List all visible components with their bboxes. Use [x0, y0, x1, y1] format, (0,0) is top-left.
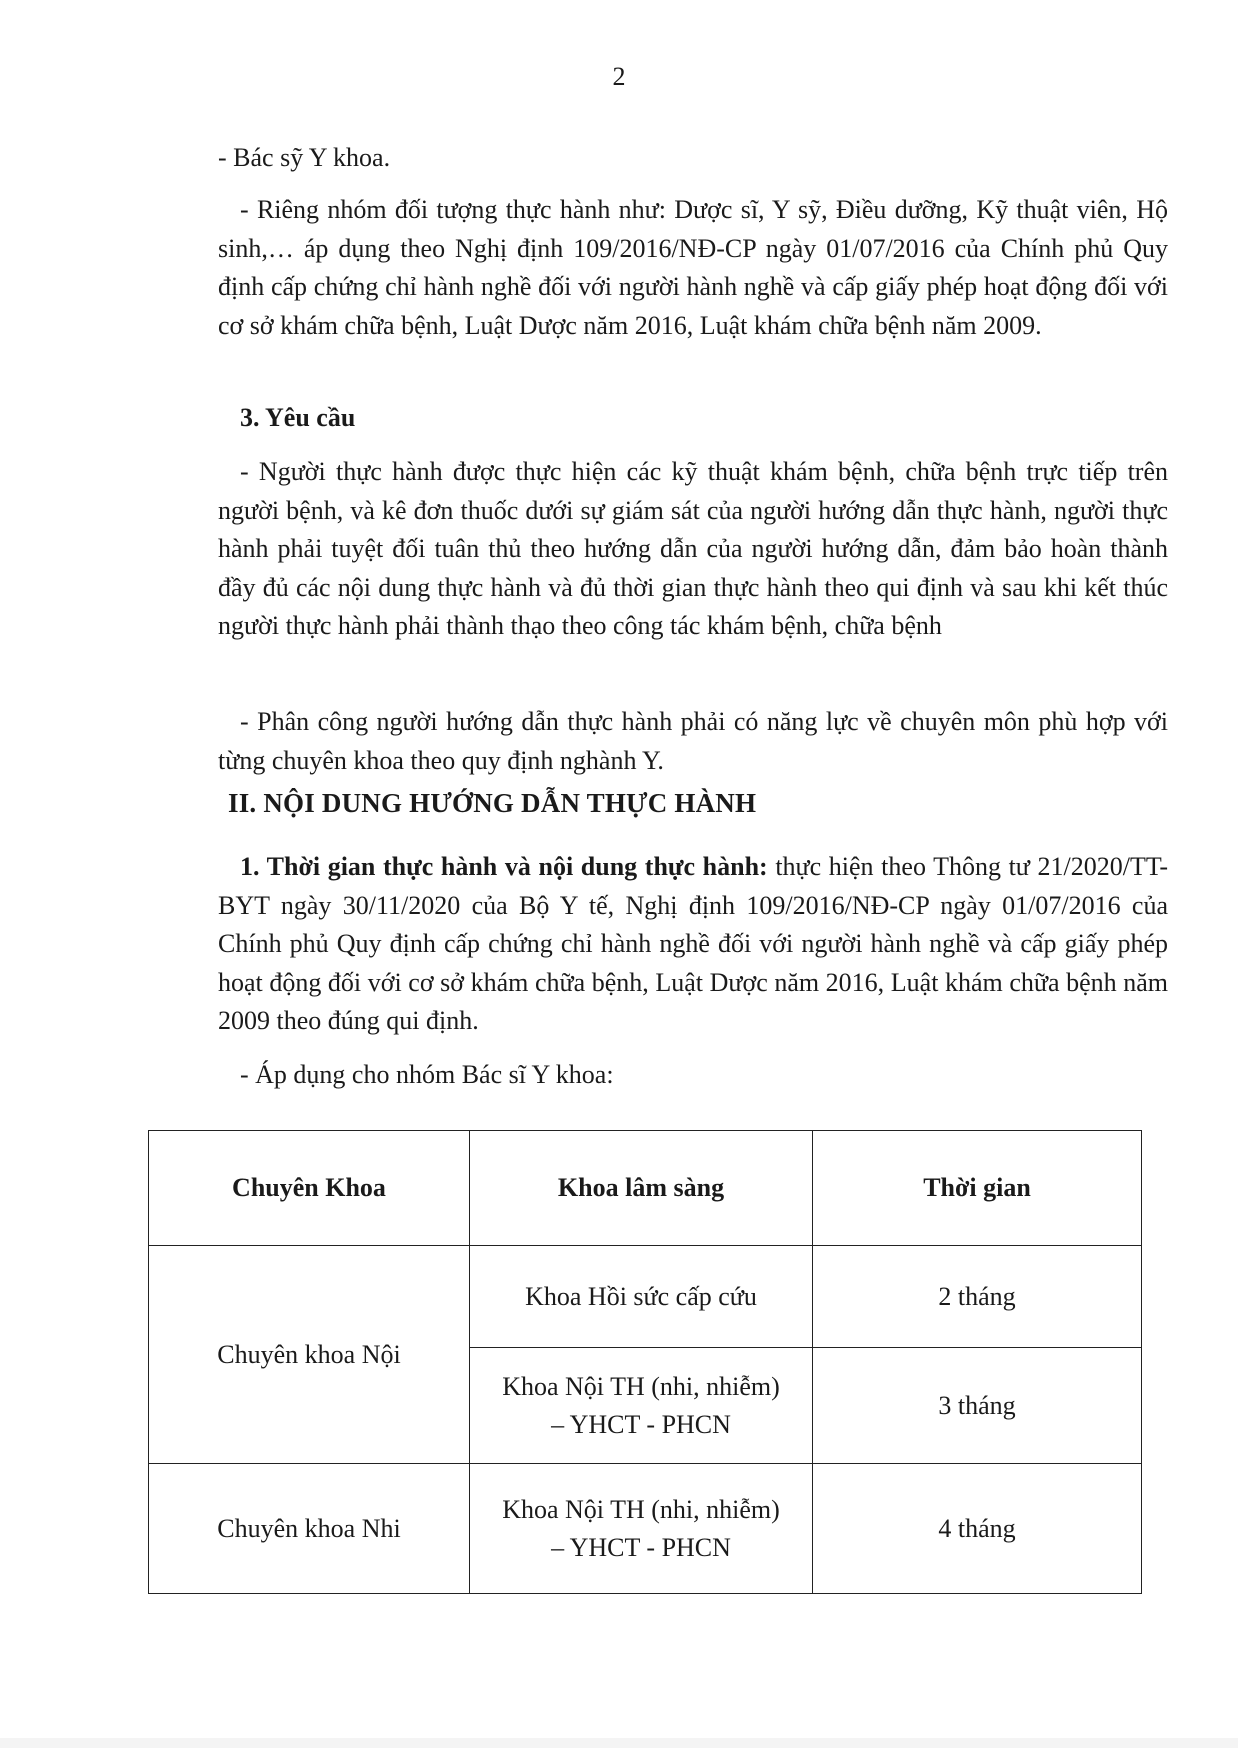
section-heading: II. NỘI DUNG HƯỚNG DẪN THỰC HÀNH [228, 788, 757, 818]
specialty-cell: Chuyên khoa Nhi [149, 1464, 470, 1594]
heading-yeu-cau: 3. Yêu cầu [240, 403, 356, 432]
paragraph-bold-lead: 1. Thời gian thực hành và nội dung thực hành: [240, 852, 768, 881]
paragraph-phan-cong [218, 703, 1168, 780]
dept-line: Khoa Hồi sức cấp cứu [525, 1281, 757, 1311]
paragraph-bac-sy [218, 139, 1168, 178]
paragraph-text: - Riêng nhóm đối tượng thực hành như: Dược sĩ, Y sỹ, Điều dưỡng, Kỹ thuật viên, Hộ sinh,… áp dụng theo Nghị định 109/2016/NĐ-CP ngày 01/07/2016 của Chính phủ Quy định cấp chứng chỉ hành nghề đối với người hành nghề và cấp giấy phép hoạt động đối với cơ sở khám chữa bệnh, Luật Dược năm 2016, Luật khám chữa bệnh năm 2009. [218, 195, 1168, 340]
duration-cell: 2 tháng [813, 1246, 1142, 1348]
header-khoa-lam-sang: Khoa lâm sàng [470, 1131, 813, 1246]
table-row [149, 1246, 1142, 1348]
dept-line: – YHCT - PHCN [551, 1532, 731, 1562]
scan-edge [0, 1738, 1238, 1748]
dept-line: – YHCT - PHCN [551, 1409, 731, 1439]
paragraph-text: - Áp dụng cho nhóm Bác sĩ Y khoa: [240, 1060, 614, 1089]
header-chuyen-khoa: Chuyên Khoa [149, 1131, 470, 1246]
paragraph-thoi-gian [218, 848, 1168, 1041]
header-thoi-gian: Thời gian [813, 1131, 1142, 1246]
dept-line: Khoa Nội TH (nhi, nhiễm) [502, 1494, 780, 1524]
duration-cell: 4 tháng [813, 1464, 1142, 1594]
paragraph-text: - Người thực hành được thực hiện các kỹ thuật khám bệnh, chữa bệnh trực tiếp trên người bệnh, và kê đơn thuốc dưới sự giám sát của người hướng dẫn thực hành, người thực hành phải tuyệt đối tuân thủ theo hướng dẫn của người hướng dẫn, đảm bảo hoàn thành đầy đủ các nội dung thực hành và đủ thời gian thực hành theo qui định và sau khi kết thúc người thực hành phải thành thạo theo công tác khám bệnh, chữa bệnh [218, 457, 1168, 640]
dept-cell [470, 1348, 813, 1464]
paragraph-text: - Bác sỹ Y khoa. [218, 143, 391, 172]
practice-time-table [148, 1130, 1142, 1594]
dept-cell [470, 1246, 813, 1348]
dept-line: Khoa Nội TH (nhi, nhiễm) [502, 1371, 780, 1401]
table-row [149, 1464, 1142, 1594]
paragraph-nguoi-thuc-hanh [218, 453, 1168, 646]
page-number: 2 [612, 62, 626, 91]
specialty-cell: Chuyên khoa Nội [149, 1246, 470, 1464]
duration-cell: 3 tháng [813, 1348, 1142, 1464]
paragraph-rieng-nhom [218, 191, 1168, 345]
paragraph-text: thực hiện theo Thông tư 21/2020/TT-BYT ngày 30/11/2020 của Bộ Y tế, Nghị định 109/2016/NĐ-CP ngày 01/07/2016 của Chính phủ Quy định cấp chứng chỉ hành nghề đối với người hành nghề và cấp giấy phép hoạt động đối với cơ sở khám chữa bệnh, Luật Dược năm 2016, Luật khám chữa bệnh năm 2009 theo đúng qui định. [218, 852, 1169, 1035]
table-header-row [149, 1131, 1142, 1246]
paragraph-ap-dung [218, 1056, 1168, 1095]
dept-cell [470, 1464, 813, 1594]
paragraph-text: - Phân công người hướng dẫn thực hành phải có năng lực về chuyên môn phù hợp với từng chuyên khoa theo quy định nghành Y. [218, 707, 1168, 775]
